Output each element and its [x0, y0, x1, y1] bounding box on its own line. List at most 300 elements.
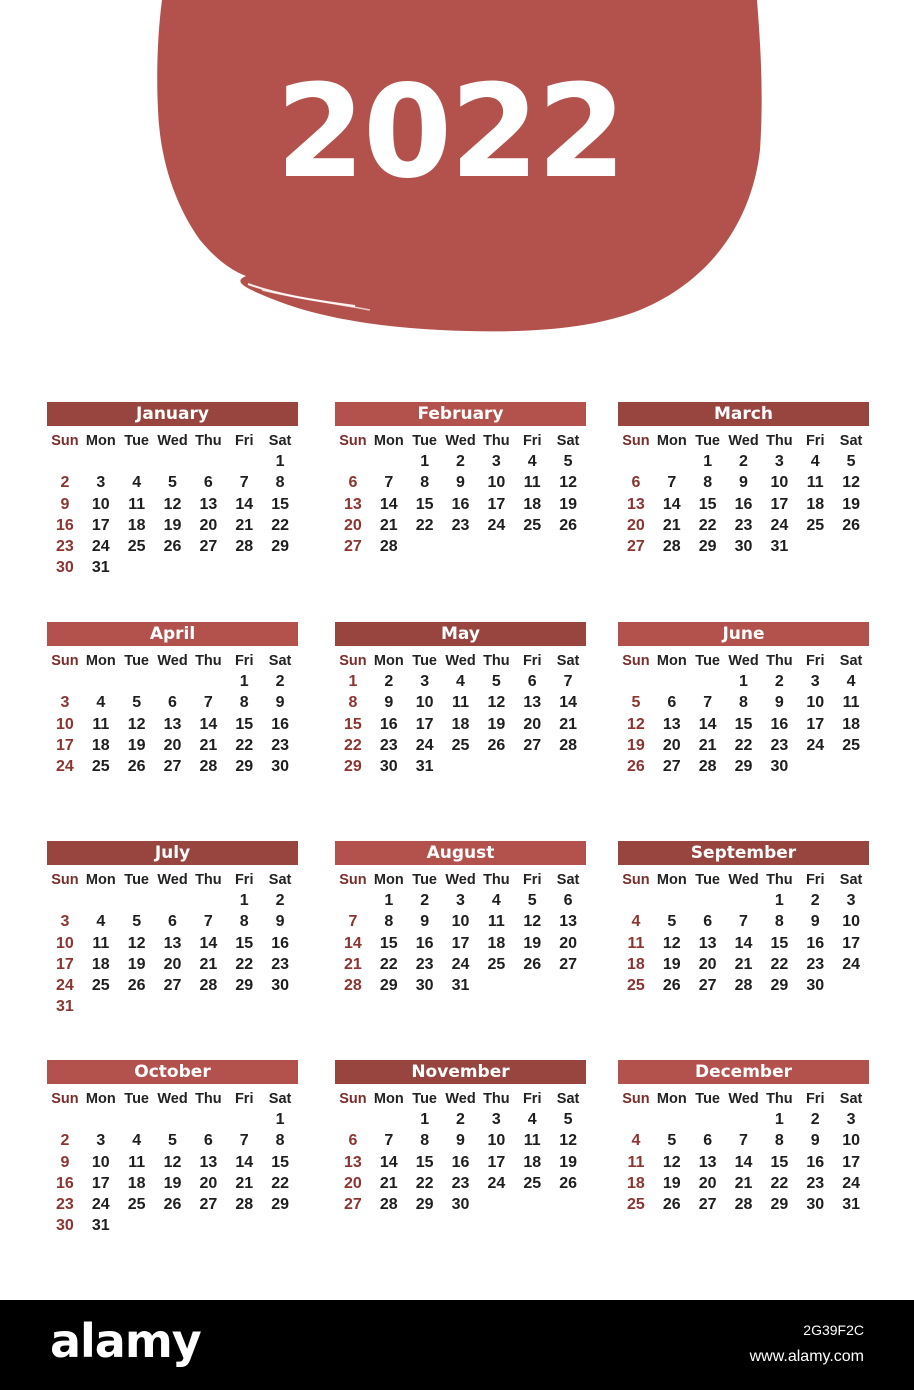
- day-cell: 29: [235, 758, 254, 776]
- day-cell: 21: [559, 715, 577, 733]
- day-cell: 11: [452, 694, 469, 712]
- month-december: [618, 1060, 869, 1215]
- week-row: [618, 1173, 869, 1194]
- day-cell: 26: [523, 955, 542, 973]
- day-cell: 11: [92, 715, 110, 733]
- weekday-label: Sun: [339, 1091, 367, 1107]
- day-cell: 18: [91, 955, 110, 973]
- day-cell: 24: [91, 1196, 110, 1214]
- weekday-label: Sat: [556, 653, 580, 669]
- day-cell: 10: [91, 495, 110, 513]
- day-cell: 8: [275, 474, 285, 492]
- day-cell: 23: [56, 1196, 74, 1214]
- weekday-header: [335, 431, 586, 451]
- day-cell: 31: [91, 1217, 110, 1235]
- day-cell: 16: [271, 715, 289, 733]
- day-cell: 25: [127, 538, 146, 556]
- brand-logo: alamy: [50, 1314, 201, 1368]
- day-cell: 23: [379, 736, 398, 754]
- weekday-label: Sun: [51, 1091, 79, 1107]
- weekday-header: [335, 870, 586, 890]
- day-cell: 2: [810, 892, 820, 909]
- week-row: [618, 975, 869, 996]
- day-cell: 31: [56, 998, 74, 1016]
- day-cell: 25: [523, 516, 542, 534]
- day-cell: 28: [199, 758, 218, 776]
- day-cell: [83, 890, 119, 911]
- day-cell: 23: [451, 1174, 470, 1192]
- day-cell: 8: [739, 694, 748, 712]
- day-cell: 17: [56, 736, 74, 754]
- day-cell: 7: [239, 474, 249, 492]
- day-cell: 10: [415, 694, 434, 712]
- week-row: [618, 692, 869, 713]
- day-cell: 24: [451, 955, 470, 973]
- weekday-label: Sun: [51, 653, 79, 669]
- day-cell: 16: [271, 934, 289, 952]
- month-march: [618, 402, 869, 557]
- weekday-header: [618, 431, 869, 451]
- week-row: [335, 1130, 586, 1151]
- day-cell: 13: [627, 495, 645, 513]
- day-cell: 13: [698, 934, 717, 952]
- weekday-label: Sat: [839, 653, 863, 669]
- weekday-label: Sun: [622, 653, 650, 669]
- day-cell: 2: [456, 1111, 465, 1128]
- day-cell: 9: [810, 913, 820, 931]
- day-cell: 21: [344, 955, 362, 973]
- weekday-label: Wed: [728, 433, 759, 449]
- day-cell: 19: [662, 1174, 681, 1192]
- day-cell: 10: [487, 474, 506, 492]
- day-cell: [83, 1109, 119, 1130]
- day-cell: 12: [523, 913, 542, 931]
- day-cell: 3: [491, 453, 501, 470]
- day-cell: 27: [662, 758, 681, 776]
- day-cell: 14: [734, 934, 753, 952]
- day-cell: 26: [627, 758, 645, 776]
- day-cell: 17: [415, 715, 434, 733]
- day-cell: 3: [420, 673, 430, 690]
- day-cell: 2: [275, 673, 285, 690]
- weekday-label: Sun: [51, 872, 79, 888]
- weekday-label: Tue: [412, 1091, 437, 1107]
- day-cell: [119, 1109, 155, 1130]
- day-cell: 5: [527, 892, 537, 909]
- day-cell: 14: [235, 495, 254, 513]
- day-cell: 9: [384, 694, 394, 712]
- weekday-label: Sat: [556, 872, 580, 888]
- weekday-label: Fri: [234, 1091, 254, 1107]
- day-cell: 21: [235, 516, 254, 534]
- day-cell: 11: [523, 1132, 541, 1150]
- day-cell: 27: [523, 736, 542, 754]
- day-cell: 7: [239, 1132, 249, 1150]
- day-cell: [119, 890, 155, 911]
- day-cell: 20: [163, 736, 182, 754]
- weekday-label: Sun: [339, 433, 367, 449]
- weekday-label: Wed: [445, 433, 476, 449]
- day-cell: 11: [92, 934, 110, 952]
- weekday-label: Tue: [124, 653, 149, 669]
- day-cell: 31: [415, 758, 434, 776]
- day-cell: 22: [344, 736, 362, 754]
- month-january: [47, 402, 298, 579]
- week-row: [618, 451, 869, 472]
- day-cell: 5: [132, 694, 142, 712]
- day-cell: [797, 536, 833, 557]
- day-cell: 15: [770, 1153, 789, 1171]
- weekday-label: Wed: [728, 1091, 759, 1107]
- weekday-label: Sat: [839, 872, 863, 888]
- day-cell: 23: [415, 955, 434, 973]
- weekday-label: Fri: [522, 653, 542, 669]
- week-row: [335, 890, 586, 911]
- day-cell: [726, 890, 762, 911]
- day-cell: [83, 996, 119, 1017]
- day-cell: 1: [239, 892, 249, 909]
- day-cell: 3: [60, 694, 70, 712]
- day-cell: 5: [563, 453, 573, 470]
- day-cell: [119, 451, 155, 472]
- day-cell: 13: [344, 495, 362, 513]
- week-row: [618, 536, 869, 557]
- day-cell: 4: [631, 1132, 641, 1150]
- day-cell: 23: [806, 1174, 825, 1192]
- day-cell: 27: [163, 977, 182, 995]
- day-cell: 8: [239, 694, 249, 712]
- day-cell: 6: [348, 1132, 358, 1150]
- week-row: [47, 472, 298, 493]
- weekday-label: Sat: [556, 433, 580, 449]
- day-cell: 19: [127, 955, 146, 973]
- day-cell: 7: [384, 474, 394, 492]
- day-cell: [478, 756, 514, 777]
- week-row: [335, 714, 586, 735]
- day-cell: 7: [739, 913, 748, 931]
- day-cell: 31: [451, 977, 470, 995]
- week-row: [618, 933, 869, 954]
- day-cell: 13: [523, 694, 542, 712]
- day-cell: 5: [132, 913, 142, 931]
- day-cell: 6: [203, 474, 213, 492]
- day-cell: 1: [384, 892, 394, 909]
- weekday-label: Tue: [412, 433, 437, 449]
- month-february: [335, 402, 586, 557]
- day-cell: 22: [770, 955, 789, 973]
- day-cell: 10: [56, 715, 74, 733]
- week-row: [47, 692, 298, 713]
- day-cell: 16: [379, 715, 398, 733]
- weekday-label: Sat: [268, 872, 292, 888]
- day-cell: 28: [379, 538, 398, 556]
- day-cell: [690, 890, 726, 911]
- day-cell: 13: [163, 934, 182, 952]
- day-cell: 23: [56, 538, 74, 556]
- day-cell: 7: [348, 913, 358, 931]
- month-title: June: [618, 622, 869, 646]
- day-cell: 22: [415, 1174, 434, 1192]
- day-cell: 24: [487, 1174, 506, 1192]
- weekday-label: Thu: [195, 872, 222, 888]
- week-row: [47, 515, 298, 536]
- month-title: November: [335, 1060, 586, 1084]
- day-cell: [833, 756, 869, 777]
- weekday-label: Mon: [656, 653, 687, 669]
- weekday-label: Tue: [412, 872, 437, 888]
- day-cell: 25: [487, 955, 506, 973]
- day-cell: 4: [96, 913, 106, 931]
- day-cell: 22: [379, 955, 398, 973]
- day-cell: 28: [344, 977, 362, 995]
- day-cell: [335, 451, 371, 472]
- day-cell: 18: [523, 1153, 542, 1171]
- day-cell: 6: [563, 892, 573, 909]
- day-cell: [690, 1109, 726, 1130]
- day-cell: [690, 671, 726, 692]
- day-cell: [407, 536, 443, 557]
- day-cell: 1: [739, 673, 748, 690]
- day-cell: 4: [491, 892, 501, 909]
- day-cell: 10: [770, 474, 789, 492]
- day-cell: 28: [698, 758, 717, 776]
- day-cell: [514, 975, 550, 996]
- day-cell: [190, 890, 226, 911]
- day-cell: 6: [631, 474, 641, 492]
- day-cell: [190, 451, 226, 472]
- day-cell: 22: [770, 1174, 789, 1192]
- day-cell: 3: [846, 892, 856, 909]
- week-row: [335, 451, 586, 472]
- day-cell: 5: [168, 474, 177, 492]
- weekday-label: Mon: [85, 1091, 116, 1107]
- week-row: [618, 954, 869, 975]
- week-row: [335, 536, 586, 557]
- image-id: 2G39F2C: [803, 1322, 864, 1338]
- day-cell: 25: [842, 736, 860, 754]
- week-row: [47, 735, 298, 756]
- weekday-label: Sun: [51, 433, 79, 449]
- day-cell: 21: [698, 736, 717, 754]
- day-cell: 18: [487, 934, 506, 952]
- day-cell: 19: [163, 516, 182, 534]
- weekday-label: Sat: [268, 653, 292, 669]
- day-cell: 9: [456, 474, 465, 492]
- day-cell: 6: [348, 474, 358, 492]
- day-cell: 28: [235, 538, 254, 556]
- day-cell: [335, 1109, 371, 1130]
- day-cell: 17: [487, 495, 506, 513]
- day-cell: 24: [842, 1174, 860, 1192]
- week-row: [618, 911, 869, 932]
- day-cell: 24: [770, 516, 789, 534]
- weekday-label: Thu: [766, 433, 793, 449]
- day-cell: 7: [703, 694, 713, 712]
- week-row: [47, 1194, 298, 1215]
- day-cell: [190, 557, 226, 578]
- day-cell: 18: [127, 516, 146, 534]
- day-cell: 16: [451, 495, 470, 513]
- day-cell: 19: [127, 736, 146, 754]
- day-cell: 11: [627, 1153, 645, 1171]
- day-cell: 11: [128, 1153, 146, 1171]
- day-cell: 10: [56, 934, 74, 952]
- day-cell: 1: [703, 453, 713, 470]
- day-cell: 5: [491, 673, 501, 690]
- day-cell: 14: [379, 495, 398, 513]
- day-cell: 29: [415, 1196, 434, 1214]
- day-cell: 12: [163, 495, 182, 513]
- day-cell: 23: [451, 516, 470, 534]
- day-cell: 23: [271, 955, 289, 973]
- day-cell: 20: [199, 516, 218, 534]
- month-june: [618, 622, 869, 777]
- day-cell: 21: [199, 736, 218, 754]
- day-cell: 24: [487, 516, 506, 534]
- day-cell: 19: [842, 495, 860, 513]
- weekday-label: Thu: [766, 1091, 793, 1107]
- day-cell: 2: [774, 673, 784, 690]
- day-cell: 17: [842, 934, 860, 952]
- month-july: [47, 841, 298, 1018]
- weekday-label: Fri: [234, 433, 254, 449]
- day-cell: 8: [275, 1132, 285, 1150]
- week-row: [47, 714, 298, 735]
- day-cell: 27: [698, 977, 717, 995]
- weekday-label: Thu: [483, 872, 510, 888]
- week-row: [618, 671, 869, 692]
- day-cell: 20: [627, 516, 645, 534]
- day-cell: 13: [344, 1153, 362, 1171]
- day-cell: 20: [199, 1174, 218, 1192]
- weekday-label: Sun: [622, 433, 650, 449]
- day-cell: 27: [199, 1196, 218, 1214]
- day-cell: 29: [344, 758, 362, 776]
- day-cell: 29: [698, 538, 717, 556]
- day-cell: [119, 996, 155, 1017]
- weekday-header: [335, 1089, 586, 1109]
- day-cell: 2: [275, 892, 285, 909]
- year-title: 2022: [275, 58, 625, 207]
- weekday-label: Thu: [483, 653, 510, 669]
- week-row: [335, 911, 586, 932]
- day-cell: 2: [420, 892, 430, 909]
- week-row: [47, 756, 298, 777]
- day-cell: [478, 975, 514, 996]
- day-cell: 22: [734, 736, 753, 754]
- weekday-label: Fri: [522, 1091, 542, 1107]
- day-cell: 7: [384, 1132, 394, 1150]
- weekday-label: Wed: [728, 653, 759, 669]
- weekday-label: Fri: [522, 433, 542, 449]
- month-may: [335, 622, 586, 777]
- day-cell: 12: [842, 474, 860, 492]
- day-cell: 14: [662, 495, 681, 513]
- day-cell: 18: [627, 1174, 645, 1192]
- week-row: [618, 1109, 869, 1130]
- weekday-label: Fri: [234, 653, 254, 669]
- day-cell: 26: [559, 1174, 577, 1192]
- weekday-label: Tue: [695, 433, 720, 449]
- day-cell: 25: [451, 736, 470, 754]
- day-cell: 3: [846, 1111, 856, 1128]
- weekday-label: Thu: [766, 872, 793, 888]
- day-cell: [119, 671, 155, 692]
- day-cell: 28: [379, 1196, 398, 1214]
- day-cell: 29: [271, 1196, 289, 1214]
- weekday-label: Sun: [622, 872, 650, 888]
- day-cell: 14: [199, 715, 218, 733]
- day-cell: 12: [627, 715, 645, 733]
- day-cell: [155, 890, 191, 911]
- day-cell: 29: [379, 977, 398, 995]
- weekday-label: Mon: [656, 872, 687, 888]
- day-cell: 9: [60, 495, 70, 513]
- day-cell: 6: [703, 1132, 713, 1150]
- weekday-label: Thu: [195, 1091, 222, 1107]
- weekday-label: Tue: [412, 653, 437, 669]
- day-cell: 13: [163, 715, 182, 733]
- week-row: [335, 954, 586, 975]
- weekday-header: [618, 870, 869, 890]
- day-cell: 2: [60, 1132, 70, 1150]
- day-cell: 1: [348, 673, 358, 690]
- day-cell: 9: [456, 1132, 465, 1150]
- month-title: January: [47, 402, 298, 426]
- weekday-label: Mon: [373, 1091, 404, 1107]
- day-cell: 27: [199, 538, 218, 556]
- week-row: [47, 996, 298, 1017]
- day-cell: 3: [96, 474, 106, 492]
- week-row: [47, 890, 298, 911]
- day-cell: 19: [487, 715, 506, 733]
- weekday-label: Thu: [766, 653, 793, 669]
- day-cell: 20: [698, 1174, 717, 1192]
- day-cell: [618, 451, 654, 472]
- day-cell: 16: [770, 715, 789, 733]
- day-cell: 28: [734, 1196, 753, 1214]
- weekday-label: Wed: [728, 872, 759, 888]
- month-title: July: [47, 841, 298, 865]
- month-title: December: [618, 1060, 869, 1084]
- weekday-label: Tue: [124, 872, 149, 888]
- week-row: [335, 1194, 586, 1215]
- day-cell: 14: [559, 694, 577, 712]
- day-cell: 20: [344, 1174, 362, 1192]
- weekday-label: Sun: [339, 653, 367, 669]
- weekday-label: Fri: [805, 433, 825, 449]
- day-cell: 9: [774, 694, 784, 712]
- day-cell: 2: [739, 453, 748, 470]
- day-cell: [550, 756, 586, 777]
- day-cell: 2: [384, 673, 394, 690]
- day-cell: 3: [96, 1132, 106, 1150]
- day-cell: 25: [627, 977, 645, 995]
- day-cell: 13: [662, 715, 681, 733]
- day-cell: 2: [456, 453, 465, 470]
- day-cell: 18: [842, 715, 860, 733]
- day-cell: [618, 1109, 654, 1130]
- day-cell: 26: [487, 736, 506, 754]
- day-cell: 30: [806, 977, 825, 995]
- day-cell: [226, 451, 262, 472]
- week-row: [618, 714, 869, 735]
- day-cell: 19: [559, 1153, 577, 1171]
- day-cell: 6: [168, 913, 177, 931]
- day-cell: [226, 557, 262, 578]
- day-cell: [371, 1109, 407, 1130]
- day-cell: 23: [271, 736, 289, 754]
